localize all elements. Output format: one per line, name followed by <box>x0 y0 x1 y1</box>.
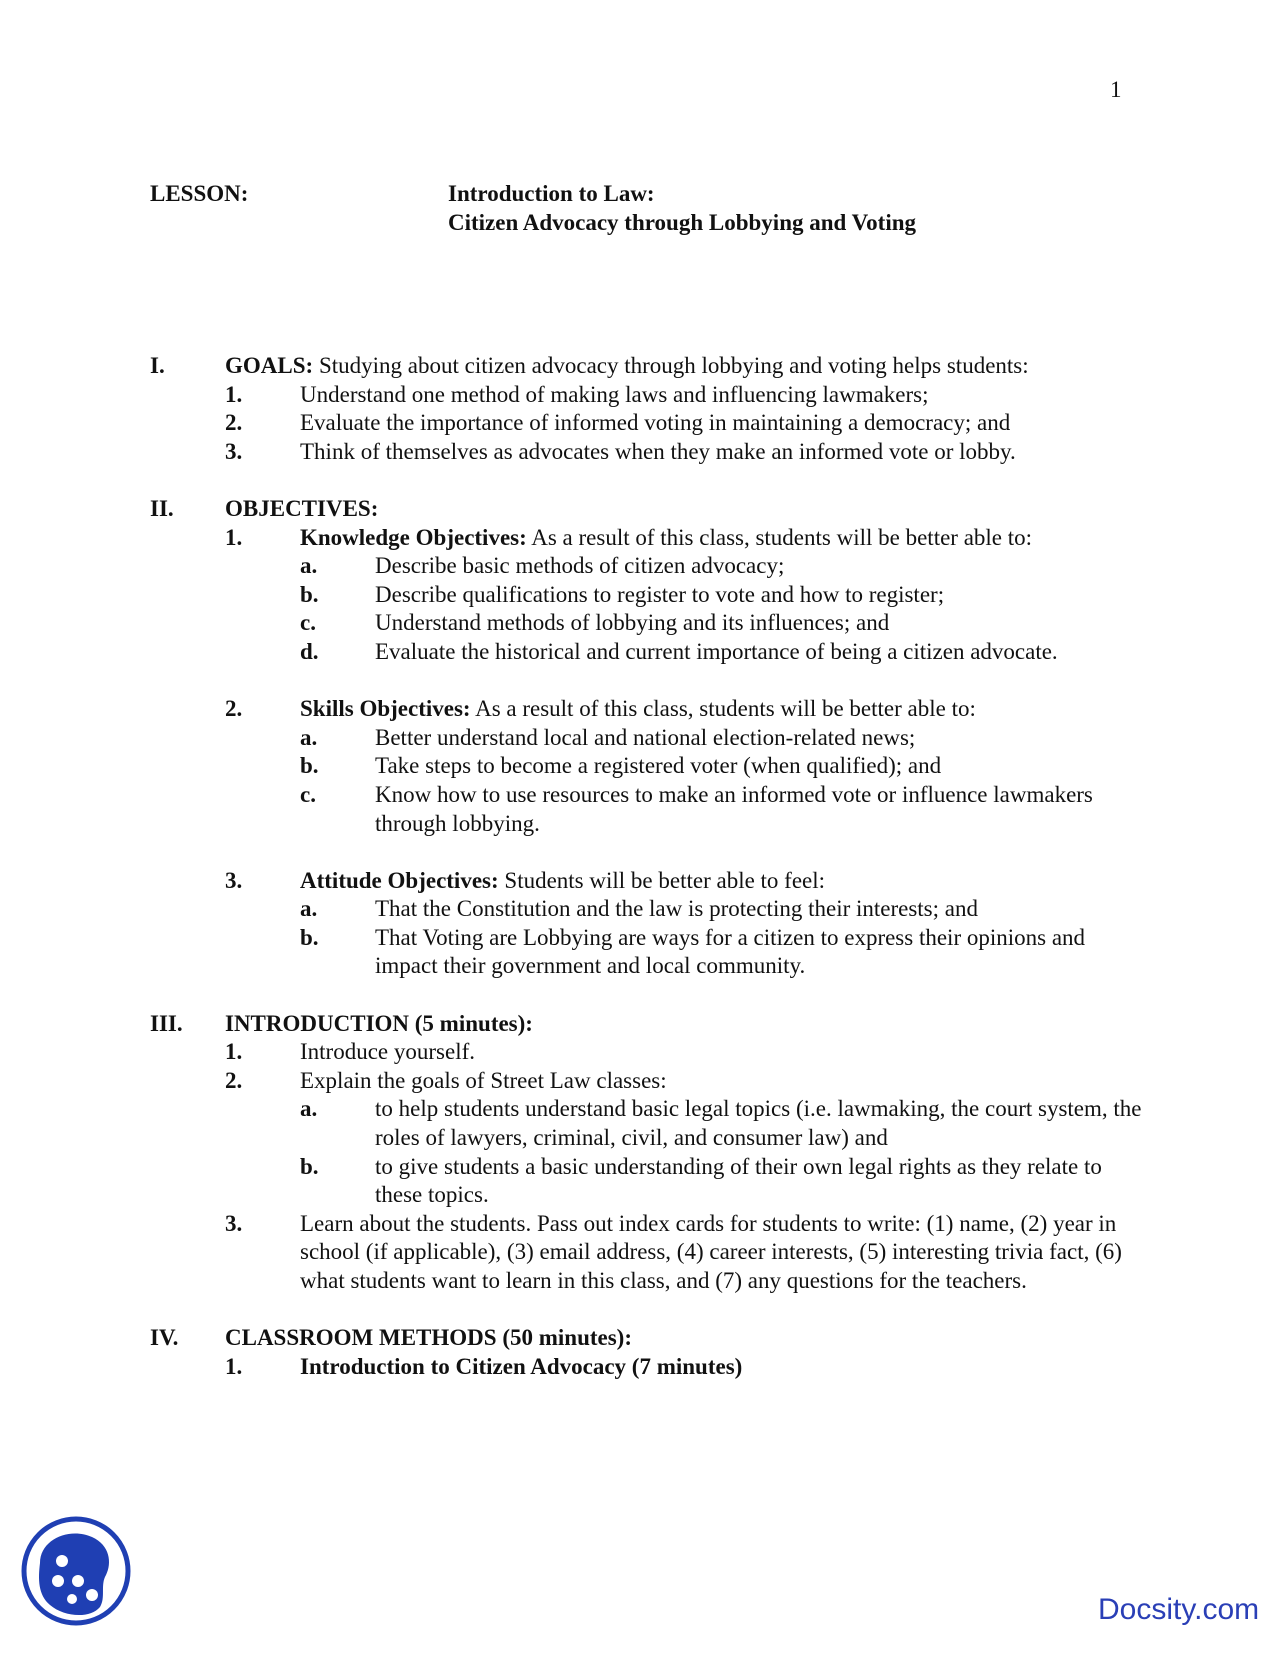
objective-group-skills: 2. Skills Objectives: As a result of this class, students will be better able to: <box>225 696 976 722</box>
list-item: 1. Understand one method of making laws and influencing lawmakers; <box>225 381 929 407</box>
lesson-title-line1: Introduction to Law: <box>448 181 655 206</box>
objective-group-knowledge: 1. Knowledge Objectives: As a result of this class, students will be better able to: <box>225 524 1033 550</box>
list-item: c. Understand methods of lobbying and its influences; and <box>300 610 890 636</box>
list-item: 1. Introduction to Citizen Advocacy (7 minutes) <box>225 1353 743 1379</box>
section-heading: INTRODUCTION (5 minutes): <box>225 1010 533 1036</box>
lesson-title-line2: Citizen Advocacy through Lobbying and Voting <box>448 209 916 235</box>
section-number: IV. <box>150 1325 179 1351</box>
lesson-label: LESSON: <box>150 181 249 206</box>
list-item: 1. Introduce yourself. <box>225 1039 475 1065</box>
lesson-title <box>448 180 916 237</box>
list-item: a. Better understand local and national election-related news; <box>300 724 916 750</box>
section-goals <box>150 352 1150 381</box>
section-introduction <box>150 1010 1150 1039</box>
section-number: III. <box>150 1010 183 1036</box>
list-item: a. Describe basic methods of citizen advocacy; <box>300 553 785 579</box>
docsity-logo-icon <box>20 1515 132 1627</box>
list-item: c. Know how to use resources to make an informed vote or influence lawmakers through lobbying. <box>300 781 1093 836</box>
list-item: 2. Explain the goals of Street Law classes: <box>225 1067 667 1093</box>
list-item: a. to help students understand basic legal topics (i.e. lawmaking, the court system, the roles of lawyers, criminal, civil, and consumer law) and <box>300 1096 1142 1151</box>
docsity-brand-link[interactable]: Docsity.com <box>1098 1593 1260 1626</box>
list-item: b. Take steps to become a registered voter (when qualified); and <box>300 753 942 779</box>
section-heading: GOALS: <box>225 353 314 378</box>
section-intro: Studying about citizen advocacy through lobbying and voting helps students: <box>318 353 1029 378</box>
page-number: 1 <box>1110 77 1122 102</box>
list-item: b. to give students a basic understanding of their own legal rights as they relate to these topics. <box>300 1153 1102 1208</box>
list-item: d. Evaluate the historical and current importance of being a citizen advocate. <box>300 638 1058 664</box>
section-methods <box>150 1324 1150 1353</box>
document-body <box>150 352 1150 1381</box>
list-item: 3. Learn about the students. Pass out index cards for students to write: (1) name, (2) year in school (if applicable), (3) email address, (4) career interests, (5) interesting trivia fact, (6) what students want to learn in this class, and (7) any questions for the teachers. <box>225 1210 1122 1293</box>
section-number: I. <box>150 353 165 378</box>
objective-group-attitude: 3. Attitude Objectives: Students will be better able to feel: <box>225 867 826 893</box>
list-item: 2. Evaluate the importance of informed voting in maintaining a democracy; and <box>225 410 1011 436</box>
section-objectives <box>150 495 1150 524</box>
section-number: II. <box>150 495 174 521</box>
section-heading: OBJECTIVES: <box>225 495 379 521</box>
list-item: 3. Think of themselves as advocates when they make an informed vote or lobby. <box>225 438 1016 464</box>
section-heading: CLASSROOM METHODS (50 minutes): <box>225 1325 632 1351</box>
list-item: b. Describe qualifications to register to vote and how to register; <box>300 581 945 607</box>
list-item: b. That Voting are Lobbying are ways for a citizen to express their opinions and impact their government and local community. <box>300 924 1086 979</box>
list-item: a. That the Constitution and the law is protecting their interests; and <box>300 896 978 922</box>
